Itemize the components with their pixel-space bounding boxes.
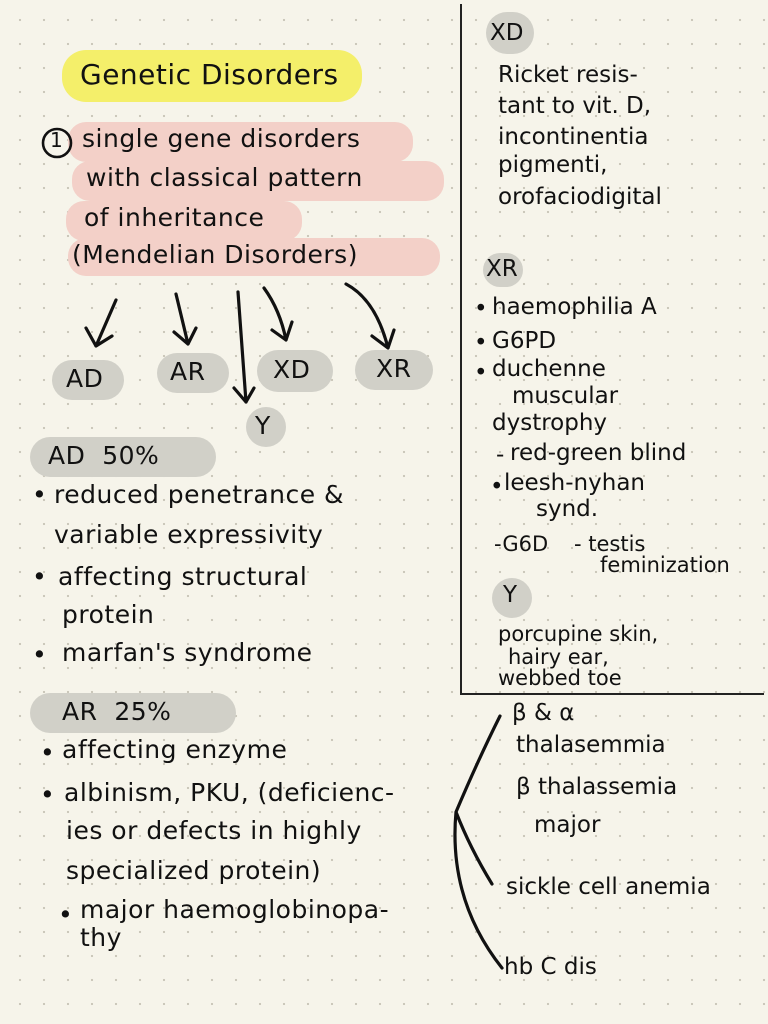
ad-bullet-1-line-1: reduced penetrance &	[54, 480, 345, 509]
single-gene-line-2: with classical pattern	[86, 163, 363, 192]
xr-sub-bullet-2-line-1: leesh-nyhan	[504, 470, 645, 496]
xr-bullet-dot-2: •	[474, 330, 488, 356]
hb-item-3: β thalassemia	[516, 774, 678, 800]
single-gene-line-3: of inheritance	[84, 203, 265, 232]
ar-bullet-dot-1: •	[40, 738, 56, 767]
pattern-y: Y	[255, 411, 271, 440]
xr-sub-bullet-1: red-green blind	[510, 440, 687, 466]
xr-header: XR	[486, 256, 518, 282]
arrow-to-ad	[86, 300, 116, 346]
single-gene-line-4: (Mendelian Disorders)	[72, 240, 358, 269]
xr-sub-bullet-dot-2: •	[490, 474, 504, 500]
arrow-to-xr	[346, 284, 394, 348]
ar-bullet-dot-3: •	[58, 900, 74, 929]
hb-item-4: major	[534, 812, 601, 838]
arrow-to-y	[234, 292, 254, 402]
xr-bullet-3-line-2: muscular	[512, 383, 619, 409]
hb-item-5: sickle cell anemia	[506, 874, 711, 900]
hb-item-1: β & α	[512, 700, 575, 726]
arrow-to-ar	[174, 294, 196, 344]
ad-header: AD 50%	[48, 441, 160, 470]
xr-sub-bullet-dot-1: -	[496, 442, 505, 468]
xr-bullet-2: G6PD	[492, 328, 557, 354]
pattern-xr: XR	[376, 354, 412, 383]
ar-bullet-2-line-1: albinism, PKU, (deficienc-	[64, 778, 395, 807]
pattern-ad: AD	[66, 364, 104, 393]
hb-item-2: thalasemmia	[516, 732, 666, 758]
ad-bullet-dot-1: •	[32, 480, 48, 509]
xd-line-1: Ricket resis-	[498, 62, 638, 88]
ad-bullet-2-line-1: affecting structural	[58, 562, 308, 591]
pattern-ar: AR	[170, 357, 206, 386]
xr-sub-bullet-2-line-2: synd.	[536, 496, 599, 522]
y-line-3: webbed toe	[498, 666, 622, 690]
xd-line-3: incontinentia	[498, 124, 649, 150]
xr-bullet-3-line-1: duchenne	[492, 356, 606, 382]
ad-bullet-1-line-2: variable expressivity	[54, 520, 324, 549]
ad-bullet-dot-2: •	[32, 562, 48, 591]
xd-header: XD	[490, 20, 524, 46]
y-line-2: hairy ear,	[508, 645, 609, 669]
xd-line-4: pigmenti,	[498, 152, 608, 178]
ad-bullet-dot-3: •	[32, 640, 48, 669]
ar-bullet-2-line-2: ies or defects in highly	[66, 816, 362, 845]
single-gene-number: 1	[50, 128, 64, 152]
y-header: Y	[503, 582, 518, 608]
hb-item-6: hb C dis	[504, 954, 597, 980]
y-line-1: porcupine skin,	[498, 622, 659, 646]
ar-bullet-2-line-3: specialized protein)	[66, 856, 322, 885]
ad-bullet-2-line-2: protein	[62, 600, 155, 629]
xr-bullet-dot-1: •	[474, 296, 488, 322]
single-gene-line-1: single gene disorders	[82, 124, 361, 153]
ar-bullet-3-line-1: major haemoglobinopa-	[80, 895, 390, 924]
hb-bracket	[455, 716, 502, 968]
xd-line-5: orofaciodigital	[498, 184, 662, 210]
xr-bullet-dot-3: •	[474, 360, 488, 386]
xr-bullet-1: haemophilia A	[492, 294, 657, 320]
xr-bullet-3-line-3: dystrophy	[492, 410, 608, 436]
xr-extra-testis: - testis	[574, 532, 646, 556]
ar-bullet-3-line-2: thy	[80, 923, 122, 952]
ar-bullet-1-line-1: affecting enzyme	[62, 735, 288, 764]
ar-header: AR 25%	[62, 697, 172, 726]
pattern-xd: XD	[273, 355, 311, 384]
arrow-to-xd	[264, 288, 292, 340]
xr-extra-feminization: feminization	[600, 553, 730, 577]
xd-line-2: tant to vit. D,	[498, 93, 652, 119]
xr-extra-g6d: -G6D	[494, 532, 549, 556]
page-title: Genetic Disorders	[80, 58, 339, 91]
ar-bullet-dot-2: •	[40, 780, 56, 809]
ad-bullet-3-line-1: marfan's syndrome	[62, 638, 313, 667]
